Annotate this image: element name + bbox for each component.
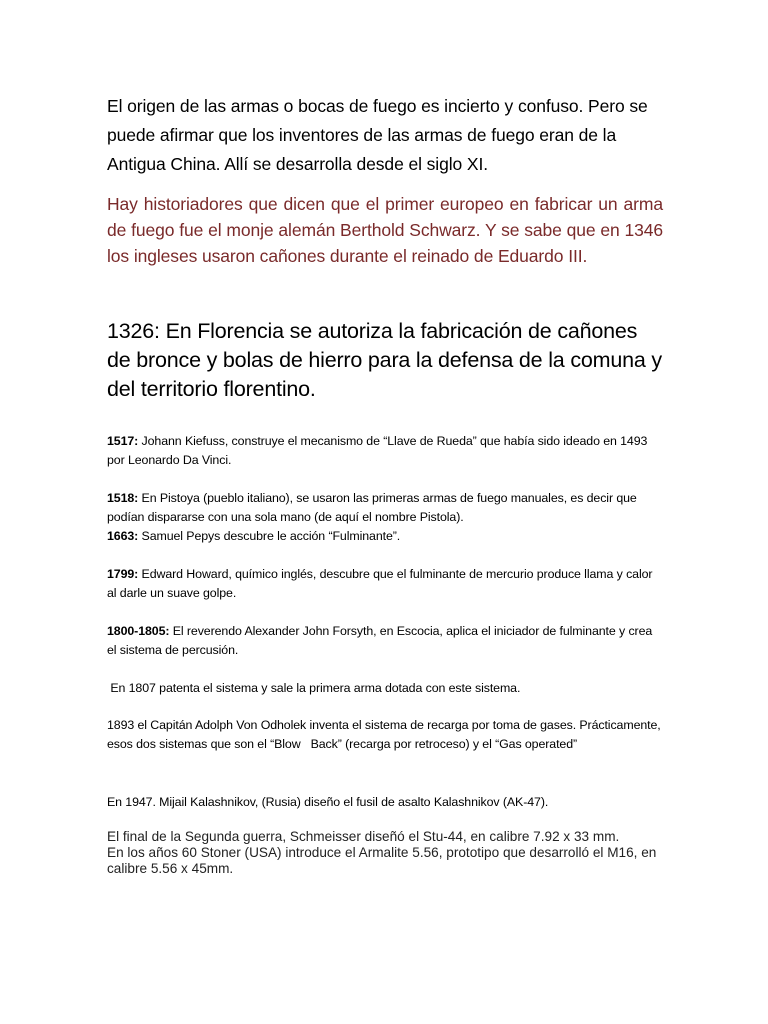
entry-1893: 1893 el Capitán Adolph Von Odholek inventa el sistema de recarga por toma de gases. Prácticamente, esos dos sistemas que son el “Blow Back” (recarga por retroceso) y el “Gas operated” bbox=[107, 718, 664, 751]
entry-date: 1663: bbox=[107, 529, 139, 543]
entry-date: 1800-1805: bbox=[107, 624, 170, 638]
entry-text: Edward Howard, químico inglés, descubre que el fulminante de mercurio produce llama y calor al darle un suave golpe. bbox=[107, 567, 653, 600]
entry-1800-1805 bbox=[107, 622, 663, 660]
closing-line-stu44: El final de la Segunda guerra, Schmeisser diseñó el Stu-44, en calibre 7.92 x 33 mm. bbox=[107, 829, 620, 844]
entry-1807: En 1807 patenta el sistema y sale la primera arma dotada con este sistema. bbox=[107, 681, 521, 695]
entry-text: Johann Kiefuss, construye el mecanismo de “Llave de Rueda” que había sido ideado en 1493 por Leonardo Da Vinci. bbox=[107, 434, 648, 467]
historians-paragraph: Hay historiadores que dicen que el primer europeo en fabricar un arma de fuego fue el monje alemán Berthold Schwarz. Y se sabe que en 1346 los ingleses usaron cañones durante el reinado de Eduardo III. bbox=[107, 194, 663, 266]
entry-date: 1518: bbox=[107, 491, 139, 505]
closing-text bbox=[107, 829, 663, 877]
entry-1663 bbox=[107, 527, 663, 546]
entry-text: En Pistoya (pueblo italiano), se usaron las primeras armas de fuego manuales, es decir que podían dispararse con una sola mano (de aquí el nombre Pistola). bbox=[107, 491, 637, 524]
entry-1799 bbox=[107, 565, 663, 603]
florence-paragraph: 1326: En Florencia se autoriza la fabricación de cañones de bronce y bolas de hierro para la defensa de la comuna y del territorio florentino. bbox=[107, 319, 662, 401]
entry-group-1518-1663 bbox=[107, 489, 663, 546]
entry-1518 bbox=[107, 489, 663, 527]
intro-paragraph: El origen de las armas o bocas de fuego es incierto y confuso. Pero se puede afirmar que los inventores de las armas de fuego eran de la Antigua China. Allí se desarrolla desde el siglo XI. bbox=[107, 96, 648, 174]
entry-date: 1517: bbox=[107, 434, 139, 448]
entry-date: 1799: bbox=[107, 567, 139, 581]
entry-1517 bbox=[107, 432, 663, 470]
closing-line-armalite: En los años 60 Stoner (USA) introduce el Armalite 5.56, prototipo que desarrolló el M16, en calibre 5.56 x 45mm. bbox=[107, 845, 657, 876]
entry-text: El reverendo Alexander John Forsyth, en Escocia, aplica el iniciador de fulminante y crea el sistema de percusión. bbox=[107, 624, 653, 657]
entry-text: Samuel Pepys descubre le acción “Fulminante”. bbox=[138, 529, 401, 543]
entry-1947: En 1947. Mijail Kalashnikov, (Rusia) diseño el fusil de asalto Kalashnikov (AK-47). bbox=[107, 795, 549, 809]
